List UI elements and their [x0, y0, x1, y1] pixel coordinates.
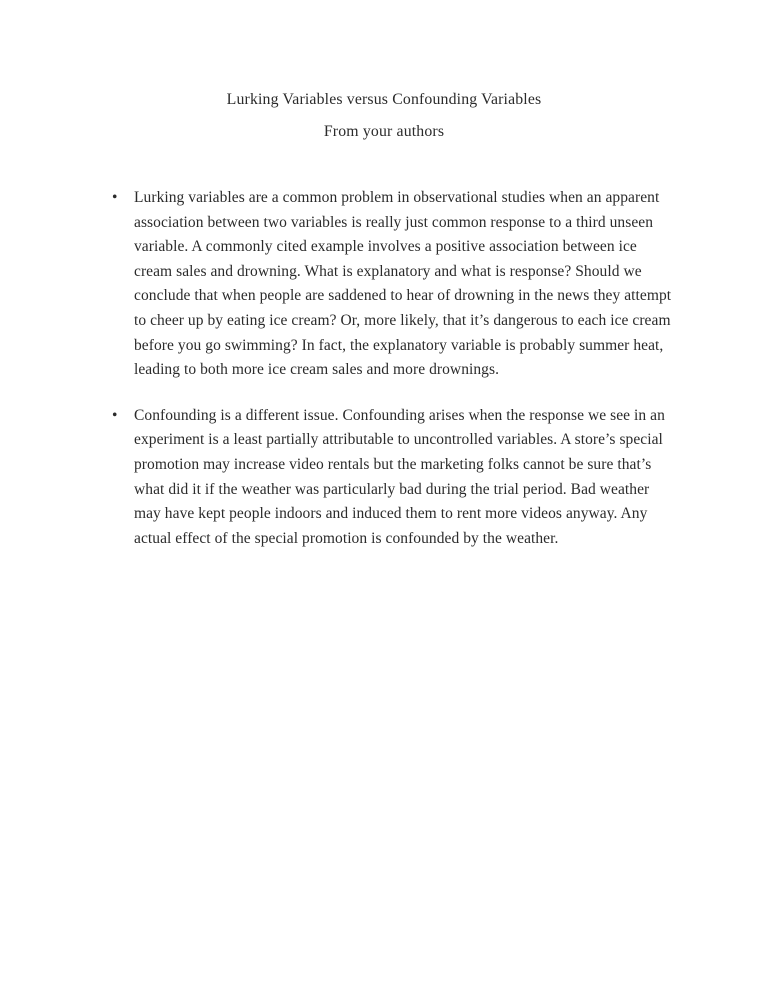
page-subtitle: From your authors	[323, 123, 445, 140]
list-item	[112, 186, 676, 383]
list-item-text: Confounding is a different issue. Confounding arises when the response we see in an experiment is a least partially attributable to uncontrolled variables. A store’s special promotion may increase video rentals but the marketing folks cannot be sure that’s what did it if the weather was particularly bad during the trial period. Bad weather may have kept people indoors and induced them to rent more videos anyway. Any actual effect of the special promotion is confounded by the weather.	[134, 406, 665, 547]
list-item-text: Lurking variables are a common problem in observational studies when an apparent association between two variables is really just common response to a third unseen variable. A commonly cited example involves a positive association between ice cream sales and drowning. What is explanatory and what is response? Should we conclude that when people are saddened to hear of drowning in the news they attempt to cheer up by eating ice cream? Or, more likely, that it’s dangerous to each ice cream before you go swimming? In fact, the explanatory variable is probably summer heat, leading to both more ice cream sales and more drownings.	[134, 189, 672, 379]
bullet-list	[112, 186, 676, 551]
page-title: Lurking Variables versus Confounding Variables	[226, 91, 542, 108]
document-heading	[0, 88, 768, 144]
list-item	[112, 404, 676, 552]
bullet-point-icon: •	[112, 406, 118, 424]
bullet-point-icon: •	[112, 189, 118, 206]
